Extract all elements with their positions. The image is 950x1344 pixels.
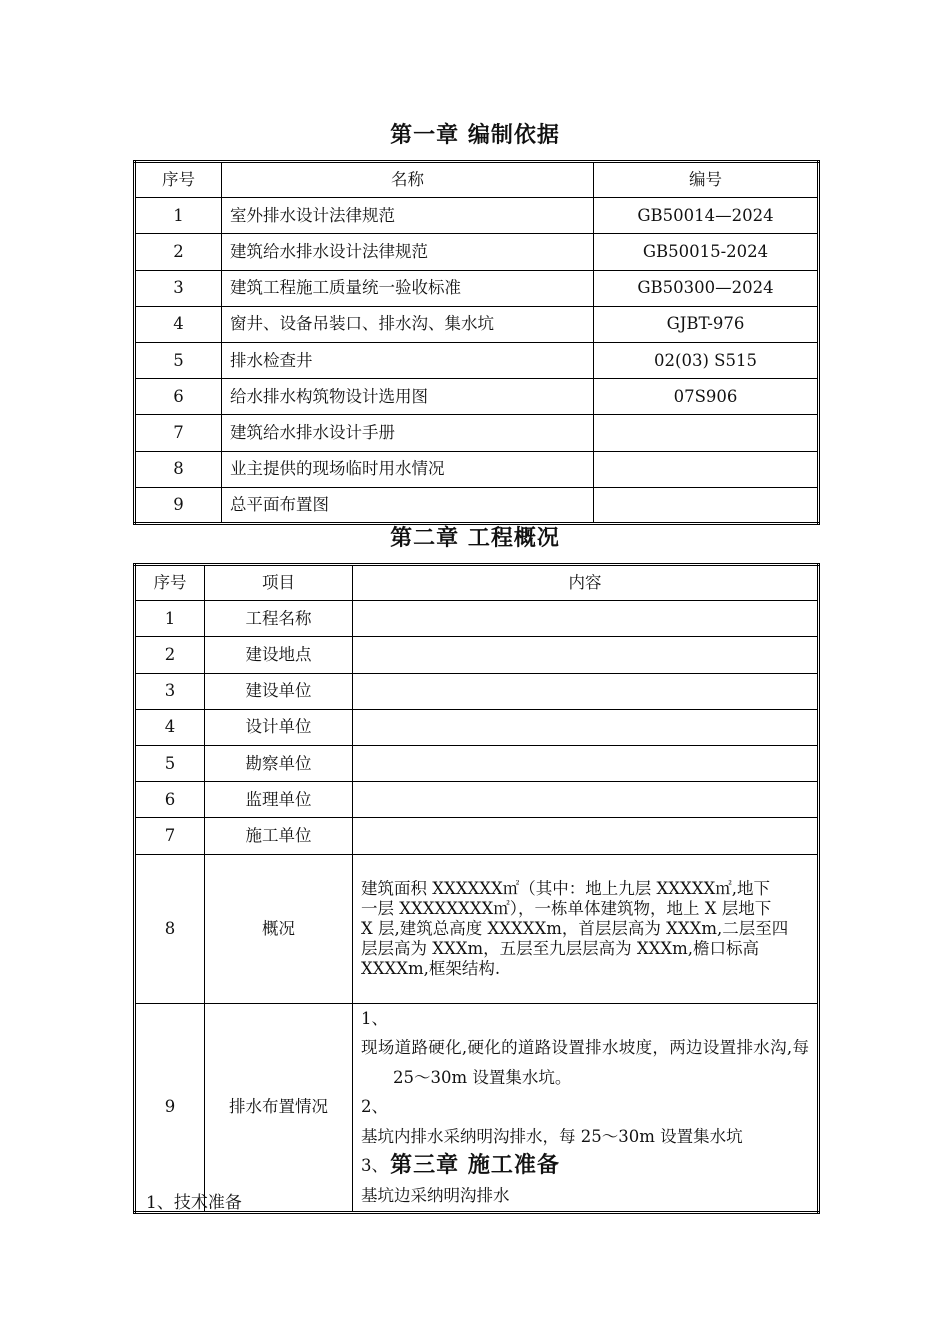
list-number: 3、 [361,1156,388,1176]
row-code [594,415,819,451]
row-name: 业主提供的现场临时用水情况 [222,451,594,487]
chapter3-title: 第三章 施工准备 [390,1153,560,1178]
overview-line: 一层 XXXXXXXX㎡），一栋单体建筑物，地上 X 层地下 [361,898,772,918]
row-content [353,673,819,709]
header-no: 序号 [135,565,205,601]
row-code: 07S906 [594,379,819,415]
table-row [135,306,819,342]
row-content [353,745,819,781]
overview-paragraph [353,854,819,1003]
overview-table [133,563,820,1214]
table-row [135,234,819,270]
table-header-row [135,565,819,601]
row-name: 建筑给水排水设计法律规范 [222,234,594,270]
row-name: 室外排水设计法律规范 [222,198,594,234]
row-name: 建筑工程施工质量统一验收标准 [222,270,594,306]
table-row [135,451,819,487]
row-item: 监理单位 [205,782,353,818]
overview-line: 层层高为 XXXm，五层至九层层高为 XXXm,檐口标高 [361,938,760,958]
row-no: 3 [135,673,205,709]
row-item: 排水布置情况 [205,1003,353,1212]
basis-table [133,160,820,525]
header-content: 内容 [353,565,819,601]
row-item: 建设单位 [205,673,353,709]
row-no: 5 [135,342,222,378]
table-row [135,818,819,854]
overview-line: 建筑面积 XXXXXX㎡（其中：地上九层 XXXXX㎡,地下 [361,878,770,898]
row-no: 1 [135,601,205,637]
row-name: 窗井、设备吊装口、排水沟、集水坑 [222,306,594,342]
row-no: 7 [135,818,205,854]
table-row [135,487,819,523]
row-name: 建筑给水排水设计手册 [222,415,594,451]
table-row [135,782,819,818]
row-code [594,451,819,487]
row-no: 1 [135,198,222,234]
row-no: 4 [135,709,205,745]
row-item: 建设地点 [205,637,353,673]
table-row [135,637,819,673]
row-no: 3 [135,270,222,306]
header-code: 编号 [594,162,819,198]
row-name: 总平面布置图 [222,487,594,523]
list-text: 基坑内排水采纳明沟排水，每 25～30m 设置集水坑 [361,1126,743,1146]
row-code [594,487,819,523]
table-row [135,415,819,451]
table-row [135,601,819,637]
row-no: 2 [135,637,205,673]
list-number: 2、 [361,1097,388,1117]
list-number: 1、 [361,1008,388,1028]
row-no: 9 [135,487,222,523]
row-code: GB50300—2024 [594,270,819,306]
row-no: 2 [135,234,222,270]
row-item: 施工单位 [205,818,353,854]
table-row [135,270,819,306]
row-no: 9 [135,1003,205,1212]
list-text: 基坑边采纳明沟排水 [361,1186,510,1206]
overview-row [135,854,819,1003]
overview-line: XXXXm,框架结构. [361,958,501,978]
row-name: 给水排水构筑物设计选用图 [222,379,594,415]
table-row [135,673,819,709]
list-text: 现场道路硬化,硬化的道路设置排水坡度，两边设置排水沟,每 25～30m 设置集水坑。 [361,1038,809,1087]
table-row [135,198,819,234]
row-no: 8 [135,854,205,1003]
header-no: 序号 [135,162,222,198]
row-no: 8 [135,451,222,487]
row-no: 4 [135,306,222,342]
table-header-row [135,162,819,198]
table-row [135,379,819,415]
row-item: 概况 [205,854,353,1003]
row-code: 02(03) S515 [594,342,819,378]
chapter2-title: 第二章 工程概况 [390,526,560,551]
list-item [361,1004,809,1093]
table-row [135,342,819,378]
row-content [353,818,819,854]
row-no: 7 [135,415,222,451]
table-row [135,709,819,745]
row-item: 工程名称 [205,601,353,637]
chapter1-title: 第一章 编制依据 [390,123,560,148]
row-no: 6 [135,379,222,415]
row-content [353,637,819,673]
row-code: GJBT-976 [594,306,819,342]
row-content [353,709,819,745]
row-no: 6 [135,782,205,818]
overview-line: X 层,建筑总高度 XXXXXm，首层层高为 XXXm,二层至四 [361,918,789,938]
row-code: GB50014—2024 [594,198,819,234]
list-item [361,1092,809,1151]
row-content [353,601,819,637]
row-content [353,782,819,818]
header-name: 名称 [222,162,594,198]
row-item: 勘察单位 [205,745,353,781]
row-name: 排水检查井 [222,342,594,378]
header-item: 项目 [205,565,353,601]
table-row [135,745,819,781]
row-no: 5 [135,745,205,781]
row-item: 设计单位 [205,709,353,745]
row-code: GB50015-2024 [594,234,819,270]
tech-prep-heading: 1、技术准备 [146,1193,242,1213]
